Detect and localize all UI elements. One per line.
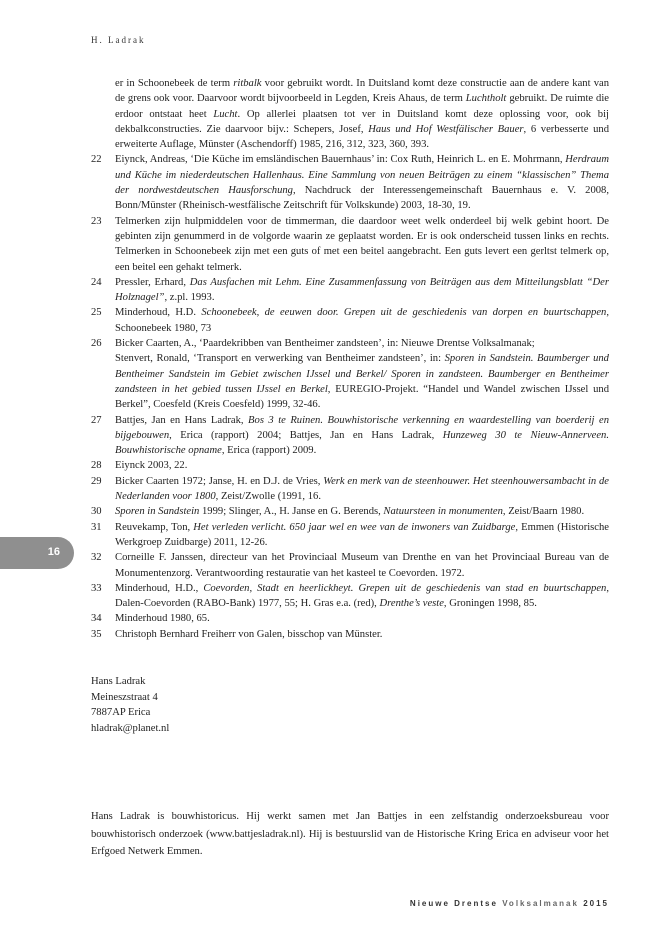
endnote-22: 22 Eiynck, Andreas, ‘Die Küche im emsländischen Bauernhaus’ in: Cox Ruth, Heinrich L. en E. Mohrmann, Herdraum und Küche im niederdeutschen Hallenhaus. Eine Sammlung von neuen Beiträgen zu einem “klassischen” Thema der nordwestdeutschen Hausforschung, Nachdruck der Interessengemeinschaft Bauernhaus e. V. 2008, Bonn/Münster (Rheinisch-westfälische Zeitschrift für Volkskunde) 2003, 18-30, 19. [91, 154, 609, 212]
page-number-tab [0, 537, 74, 569]
address-city: 7887AP Erica [91, 707, 151, 719]
endnote-23: 23 Telmerken zijn hulpmiddelen voor de timmerman, die daardoor weet welk onderdeel bij welk gebint hoort. De gebinten zijn genummerd in de volgorde waarin ze geplaatst worden. Er is ook onderscheid tussen links en rechts. Telmerken in Schoonebeek zijn met een guts of met een beitel aangebracht. Een guts levert een gerltst telmerk op, een beitel een gehakt telmerk. [91, 215, 609, 273]
endnote-32: 32 Corneille F. Janssen, directeur van het Provinciaal Museum van Drenthe en van het Provinciaal Bureau van de Monumentenzorg. Verantwoording restauratie van het kasteel te Coevorden. 1972. [91, 552, 609, 579]
author-address [91, 674, 169, 736]
endnote-28: 28 Eiynck 2003, 22. [91, 460, 188, 472]
footer-title-part2: Volksalmanak [502, 899, 579, 908]
address-street: Meineszstraat 4 [91, 691, 158, 703]
running-head-author: H. Ladrak [91, 35, 146, 45]
endnote-continuation: er in Schoonebeek de term ritbalk voor gebruikt wordt. In Duitsland komt deze constructie aan de andere kant van de grens ook voor. Daarvoor wordt bijvoorbeeld in Legden, Kreis Ahaus, de term Luchtholt gebruikt. De ruimte die erdoor ontstaat heet Lucht. Op allerlei plaatsen tot ver in Duitsland komt deze oplossing voor, ook bij dekbalkconstructies. Zie daarvoor bijv.: Schepers, Josef, Haus und Hof Westfälischer Bauer, 6 verbesserte und erweiterte Auflage, Münster (Aschendorff) 1985, 216, 312, 323, 360, 393. [115, 78, 610, 151]
endnote-35: 35 Christoph Bernhard Freiherr von Galen, bisschop van Münster. [91, 628, 383, 640]
footer-publication [410, 899, 609, 908]
endnote-30: 30 Sporen in Sandstein 1999; Slinger, A., H. Janse en G. Berends, Natuursteen in monumenten, Zeist/Baarn 1980. [91, 506, 585, 518]
endnotes [91, 76, 609, 642]
endnote-29: 29 Bicker Caarten 1972; Janse, H. en D.J. de Vries, Werk en merk van de steenhouwer. Het steenhouwersambacht in de Nederlanden voor 1800, Zeist/Zwolle (1991, 16. [91, 475, 609, 503]
endnote-25: 25 Minderhoud, H.D. Schoonebeek, de eeuwen door. Grepen uit de geschiedenis van dorpen en buurtschappen, Schoonebeek 1980, 73 [91, 307, 609, 334]
endnote-31: 31 Reuvekamp, Ton, Het verleden verlicht. 650 jaar wel en wee van de inwoners van Zuidbarge, Emmen (Historische Werkgroep Zuidbarge) 2011, 12-26. [91, 521, 610, 548]
endnote-24: 24 Pressler, Erhard, Das Ausfachen mit Lehm. Eine Zusammenfassung von Beiträgen aus dem Mitteilungsblatt “Der Holznagel”, z.pl. 1993. [91, 276, 609, 304]
endnote-26: 26 Bicker Caarten, A., ‘Paardekribben van Bentheimer zandsteen’, in: Nieuwe Drentse Volksalmanak; Stenvert, Ronald, ‘Transport en verwerking van Bentheimer zandsteen’, in: Sporen in Sandstein. Baumberger und Bentheimer Sandstein im Gebiet zwischen IJssel und Berkel/ Sporen in zandsteen. Baumberger en Bentheimer zandsteen in het gebied tussen IJssel en Berkel, EUREGIO-Projekt. “Handel und Wandel zwischen IJssel und Berkel”, Coesfeld (Kreis Coesfeld) 1999, 32-46. [91, 338, 609, 411]
address-email: hladrak@planet.nl [91, 722, 170, 734]
endnote-27: 27 Battjes, Jan en Hans Ladrak, Bos 3 te Ruinen. Bouwhistorische verkenning en waardestelling van boerderij en bijgebouwen, Erica (rapport) 2004; Battjes, Jan en Hans Ladrak, Hunzeweg 30 te Nieuw-Annerveen. Bouwhistorische opname, Erica (rapport) 2009. [91, 414, 609, 457]
endnote-34: 34 Minderhoud 1980, 65. [91, 613, 210, 625]
page-number: 16 [47, 546, 60, 558]
footer-title-part1: Nieuwe Drentse [409, 899, 498, 908]
address-name: Hans Ladrak [91, 676, 146, 687]
endnote-33: 33 Minderhoud, H.D., Coevorden, Stadt en heerlickheyt. Grepen uit de geschiedenis van stad en buurtschappen, Dalen-Coevorden (RABO-Bank) 1977, 55; H. Gras e.a. (red), Drenthe’s veste, Groningen 1998, 85. [91, 582, 609, 610]
footer-year: 2015 [583, 899, 609, 908]
author-bio: Hans Ladrak is bouwhistoricus. Hij werkt samen met Jan Battjes in een zelfstandig onderzoeksbureau voor bouwhistorisch onderzoek (www.battjesladrak.nl). Hij is bestuurslid van de Historische Kring Erica en adviseur voor het Erfgoed Netwerk Emmen. [91, 811, 609, 857]
